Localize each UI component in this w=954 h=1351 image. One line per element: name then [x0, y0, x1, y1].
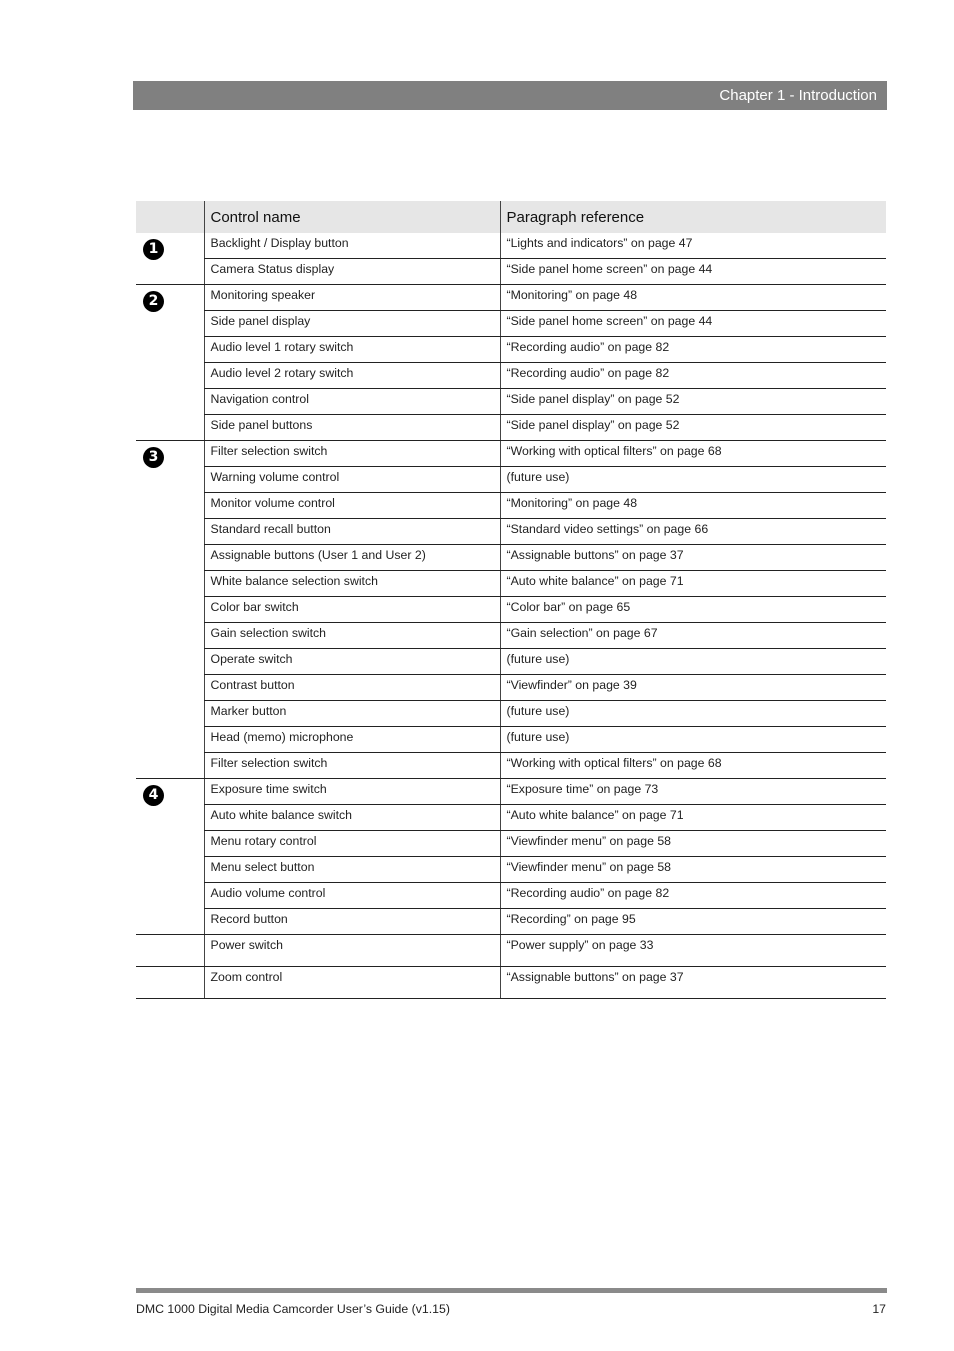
paragraph-reference-cell: “Lights and indicators” on page 47	[500, 233, 886, 259]
control-name-cell: Navigation control	[204, 389, 500, 415]
callout-number-badge: 2	[143, 291, 164, 312]
paragraph-reference-cell: “Recording audio” on page 82	[500, 883, 886, 909]
callout-number-badge: 3	[143, 447, 164, 468]
group-number-cell	[136, 233, 204, 285]
control-name-cell: Audio level 1 rotary switch	[204, 337, 500, 363]
control-name-cell: Filter selection switch	[204, 753, 500, 779]
table-row	[136, 753, 886, 779]
table-row	[136, 857, 886, 883]
paragraph-reference-cell: (future use)	[500, 727, 886, 753]
table-row	[136, 467, 886, 493]
paragraph-reference-cell: (future use)	[500, 649, 886, 675]
paragraph-reference-cell: “Side panel display” on page 52	[500, 415, 886, 441]
paragraph-reference-cell: “Side panel home screen” on page 44	[500, 259, 886, 285]
control-name-cell: Exposure time switch	[204, 779, 500, 805]
paragraph-reference-cell: “Exposure time” on page 73	[500, 779, 886, 805]
paragraph-reference-cell: “Working with optical filters” on page 68	[500, 441, 886, 467]
paragraph-reference-cell: “Color bar” on page 65	[500, 597, 886, 623]
control-name-cell: Record button	[204, 909, 500, 935]
control-name-cell: Gain selection switch	[204, 623, 500, 649]
control-name-cell: Side panel buttons	[204, 415, 500, 441]
group-number-cell	[136, 935, 204, 967]
control-name-cell: Operate switch	[204, 649, 500, 675]
table-row	[136, 389, 886, 415]
table-row	[136, 545, 886, 571]
callout-number-badge: 4	[143, 785, 164, 806]
control-name-cell: Color bar switch	[204, 597, 500, 623]
paragraph-reference-cell: “Viewfinder menu” on page 58	[500, 831, 886, 857]
table-row	[136, 779, 886, 805]
table-row	[136, 441, 886, 467]
table-row	[136, 233, 886, 259]
control-name-cell: Auto white balance switch	[204, 805, 500, 831]
control-name-cell: Monitor volume control	[204, 493, 500, 519]
table-row	[136, 337, 886, 363]
table-row	[136, 363, 886, 389]
table-row	[136, 623, 886, 649]
table-row	[136, 285, 886, 311]
table-body	[136, 233, 886, 999]
control-name-cell: Menu rotary control	[204, 831, 500, 857]
paragraph-reference-cell: “Assignable buttons” on page 37	[500, 545, 886, 571]
control-name-cell: Side panel display	[204, 311, 500, 337]
table-row	[136, 415, 886, 441]
control-name-cell: Assignable buttons (User 1 and User 2)	[204, 545, 500, 571]
control-name-cell: Monitoring speaker	[204, 285, 500, 311]
paragraph-reference-cell: “Side panel display” on page 52	[500, 389, 886, 415]
control-name-cell: Standard recall button	[204, 519, 500, 545]
table-row	[136, 597, 886, 623]
control-name-cell: Menu select button	[204, 857, 500, 883]
paragraph-reference-cell: “Recording audio” on page 82	[500, 337, 886, 363]
table-row	[136, 883, 886, 909]
paragraph-reference-cell: “Working with optical filters” on page 68	[500, 753, 886, 779]
controls-table	[136, 201, 886, 999]
control-name-cell: Head (memo) microphone	[204, 727, 500, 753]
control-name-cell: Contrast button	[204, 675, 500, 701]
paragraph-reference-cell: “Monitoring” on page 48	[500, 493, 886, 519]
chapter-header-bar	[133, 81, 887, 110]
table-row	[136, 519, 886, 545]
paragraph-reference-cell: “Auto white balance” on page 71	[500, 571, 886, 597]
footer-rule	[136, 1288, 887, 1293]
paragraph-reference-cell: “Recording” on page 95	[500, 909, 886, 935]
column-header-number	[136, 201, 204, 233]
column-header-control-name: Control name	[204, 201, 500, 233]
table-row	[136, 831, 886, 857]
table-row	[136, 493, 886, 519]
group-number-cell	[136, 285, 204, 441]
control-name-cell: Zoom control	[204, 967, 500, 999]
paragraph-reference-cell: “Viewfinder menu” on page 58	[500, 857, 886, 883]
paragraph-reference-cell: “Assignable buttons” on page 37	[500, 967, 886, 999]
paragraph-reference-cell: (future use)	[500, 701, 886, 727]
footer-document-title: DMC 1000 Digital Media Camcorder User’s Guide (v1.15)	[136, 1302, 450, 1316]
table-row	[136, 675, 886, 701]
paragraph-reference-cell: “Auto white balance” on page 71	[500, 805, 886, 831]
control-name-cell: Camera Status display	[204, 259, 500, 285]
table-row	[136, 805, 886, 831]
control-name-cell: Audio volume control	[204, 883, 500, 909]
group-number-cell	[136, 441, 204, 779]
control-name-cell: White balance selection switch	[204, 571, 500, 597]
table-row	[136, 701, 886, 727]
paragraph-reference-cell: “Power supply” on page 33	[500, 935, 886, 967]
paragraph-reference-cell: “Gain selection” on page 67	[500, 623, 886, 649]
paragraph-reference-cell: “Viewfinder” on page 39	[500, 675, 886, 701]
table-header-row	[136, 201, 886, 233]
paragraph-reference-cell: “Standard video settings” on page 66	[500, 519, 886, 545]
control-name-cell: Backlight / Display button	[204, 233, 500, 259]
table-row	[136, 909, 886, 935]
paragraph-reference-cell: “Side panel home screen” on page 44	[500, 311, 886, 337]
table-row	[136, 727, 886, 753]
callout-number-badge: 1	[143, 239, 164, 260]
paragraph-reference-cell: “Monitoring” on page 48	[500, 285, 886, 311]
table-row	[136, 649, 886, 675]
paragraph-reference-cell: (future use)	[500, 467, 886, 493]
control-name-cell: Marker button	[204, 701, 500, 727]
table-row	[136, 571, 886, 597]
control-name-cell: Filter selection switch	[204, 441, 500, 467]
group-number-cell	[136, 779, 204, 935]
control-name-cell: Warning volume control	[204, 467, 500, 493]
table-row	[136, 967, 886, 999]
group-number-cell	[136, 967, 204, 999]
control-name-cell: Power switch	[204, 935, 500, 967]
table-row	[136, 259, 886, 285]
chapter-title: Chapter 1 - Introduction	[719, 87, 877, 104]
paragraph-reference-cell: “Recording audio” on page 82	[500, 363, 886, 389]
control-name-cell: Audio level 2 rotary switch	[204, 363, 500, 389]
footer-page-number: 17	[872, 1302, 886, 1316]
table-row	[136, 935, 886, 967]
column-header-paragraph-reference: Paragraph reference	[500, 201, 886, 233]
table-row	[136, 311, 886, 337]
